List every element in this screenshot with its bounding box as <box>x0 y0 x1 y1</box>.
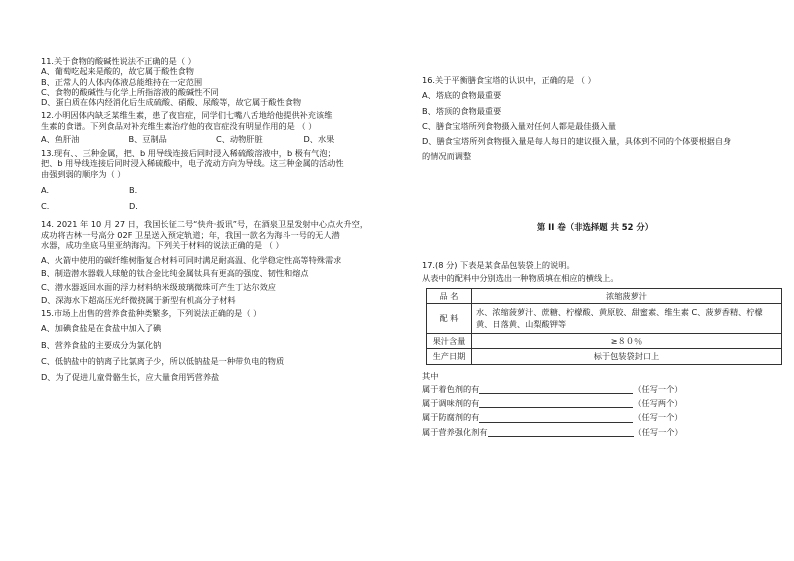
option-c: C、潜水器返回水面的浮力材料纳米级玻璃微珠可产生丁达尔效应 <box>41 281 276 292</box>
option-c: C、膳食宝塔所列食物摄入量对任何人都是最佳摄入量 <box>422 120 617 131</box>
fill-label: 属于营养强化剂有 <box>422 426 488 437</box>
option-a: A. <box>41 184 50 195</box>
table-cell-value: 浓缩菠萝汁 <box>472 288 782 303</box>
option-a: A、加碘食盐是在食盐中加入了碘 <box>41 323 162 334</box>
option-a: A、火箭中使用的碳纤维树脂复合材料可同时满足耐高温、化学稳定性高等特殊需求 <box>41 255 342 265</box>
table-row <box>427 349 782 364</box>
fill-label: 属于调味剂的有 <box>422 398 480 409</box>
right-column <box>422 75 768 437</box>
table-cell-value: 标于包装袋封口上 <box>472 349 782 364</box>
question-instruction: 从表中的配料中分别选出一种物质填在相应的横线上。 <box>422 273 619 284</box>
question-stem-line: 14. 2021 年 10 月 27 日，我国长征二号“快舟·扳讯”号，在酒泉卫星发射中心点火升空， <box>41 219 369 230</box>
question-stem-line: 水器，成功坐底马里亚纳海沟。下列关于材料的说法正确的是 （ ） <box>41 239 284 250</box>
table-cell-value: ≥８０％ <box>472 334 782 349</box>
fill-line-nutrient <box>422 427 768 437</box>
question-stem: 15.市场上出售的营养食盐种类繁多，下列说法正确的是（ ） <box>41 308 262 318</box>
fill-line-colorant <box>422 384 768 394</box>
question-stem-line: 把、b 用导线连接后同时浸入稀硫酸中，电子流动方向为导线。这三种金属的活动性 <box>41 158 344 169</box>
question-16 <box>422 75 768 162</box>
question-15 <box>41 308 391 382</box>
option-a: A、鱼肝油 <box>41 133 80 144</box>
option-c: C、低钠盐中的钠离子比氯离子少，所以低钠盐是一种带负电的物质 <box>41 355 285 366</box>
answer-blank[interactable] <box>479 413 633 423</box>
option-b: B、豆制品 <box>128 133 167 144</box>
option-c: C. <box>41 201 50 211</box>
option-d: D、为了促进儿童骨骼生长，应大量食用钙营养盐 <box>41 372 220 382</box>
answer-blank[interactable] <box>488 427 634 437</box>
question-stem-line: 生素的食谱。下列食品对补充维生素治疗他的夜盲症没有明显作用的是 （ ） <box>41 120 317 131</box>
among-label: 其中 <box>422 370 439 381</box>
option-b: B. <box>129 184 138 195</box>
table-cell-value: 水、浓缩菠萝汁、蔗糖、柠檬酸、黄原胶、甜蜜素、维生素 C、菠萝香精、柠檬黄、日落黄、山梨酸钾等 <box>472 303 782 333</box>
option-d: D、膳食宝塔所列食物摄入量是每人每日的建议摄入量，具体到不同的个体要根据自身 <box>422 136 732 146</box>
question-stem-line: 12.小明因体内缺乏某维生素，患了夜盲症，同学们七嘴八舌地给他提供补充该维 <box>41 110 333 121</box>
question-11 <box>41 56 391 107</box>
question-stem: 11.关于食物的酸碱性说法不正确的是（ ） <box>41 56 196 66</box>
answer-blank[interactable] <box>479 384 633 394</box>
question-stem-line: 由强到弱的顺序为（ ） <box>41 168 126 179</box>
table-row <box>427 334 782 349</box>
table-row <box>427 288 782 303</box>
fill-line-flavoring <box>422 398 768 408</box>
section-title: 第 II 卷（非选择题 共 52 分） <box>536 221 654 232</box>
option-d: D、水果 <box>303 133 335 144</box>
question-stem-line: 13.现有、、三种金属，把、b 用导线连接后同时浸入稀硫酸溶液中，b 极有气泡； <box>41 148 336 158</box>
fill-note: （任写一个） <box>633 412 683 423</box>
option-a: A、葡萄吃起来是酸的，故它属于酸性食物 <box>41 66 194 77</box>
fill-note: （任写一个） <box>633 426 683 437</box>
option-b: B、营养食盐的主要成分为氯化钠 <box>41 339 162 350</box>
fill-label: 属于防腐剂的有 <box>422 412 480 423</box>
option-b: B、制造潜水器载人球舱的钛合金比纯金属钛具有更高的强度、韧性和熔点 <box>41 268 309 279</box>
option-d: D. <box>129 201 138 211</box>
table-row <box>427 303 782 333</box>
option-a: A、塔底的食物最重要 <box>422 90 502 101</box>
option-d: D、深海水下超高压光纤微挠属于新型有机高分子材料 <box>41 294 236 305</box>
option-b: B、正常人的人体内体液总能维持在一定范围 <box>41 76 203 87</box>
answer-blank[interactable] <box>479 398 633 408</box>
question-stem: 16.关于平衡膳食宝塔的认识中，正确的是 （ ） <box>422 75 596 85</box>
fill-note: （任写一个） <box>633 383 683 394</box>
table-cell-label: 果汁含量 <box>427 334 472 349</box>
option-b: B、塔顶的食物最重要 <box>422 105 502 116</box>
option-d: D、蛋白质在体内经消化后生成硫酸、硝酸、尿酸等，故它属于酸性食物 <box>41 97 302 107</box>
question-13 <box>41 148 391 211</box>
question-stem-line: 成功将吉林一号高分 02F 卫星送入预定轨道；年，我国一款名为海斗一号的无人潜 <box>41 229 340 240</box>
table-cell-label: 生产日期 <box>427 349 472 364</box>
question-12 <box>41 110 391 144</box>
fill-note: （任写两个） <box>633 398 683 409</box>
fill-label: 属于着色剂的有 <box>422 383 480 394</box>
option-d-continued: 的情况而调整 <box>422 151 472 162</box>
question-14 <box>41 219 391 305</box>
table-cell-label: 配 料 <box>427 303 472 333</box>
left-column <box>41 56 391 382</box>
option-c: C、动物肝脏 <box>216 133 263 144</box>
question-stem: 17.(8 分) 下表是某食品包装袋上的说明。 <box>422 260 575 270</box>
fill-line-preservative <box>422 412 768 422</box>
question-17 <box>422 260 768 437</box>
option-c: C、食物的酸碱性与化学上所指溶液的酸碱性不同 <box>41 86 219 97</box>
table-cell-label: 品 名 <box>427 288 472 303</box>
food-label-table <box>426 288 782 365</box>
